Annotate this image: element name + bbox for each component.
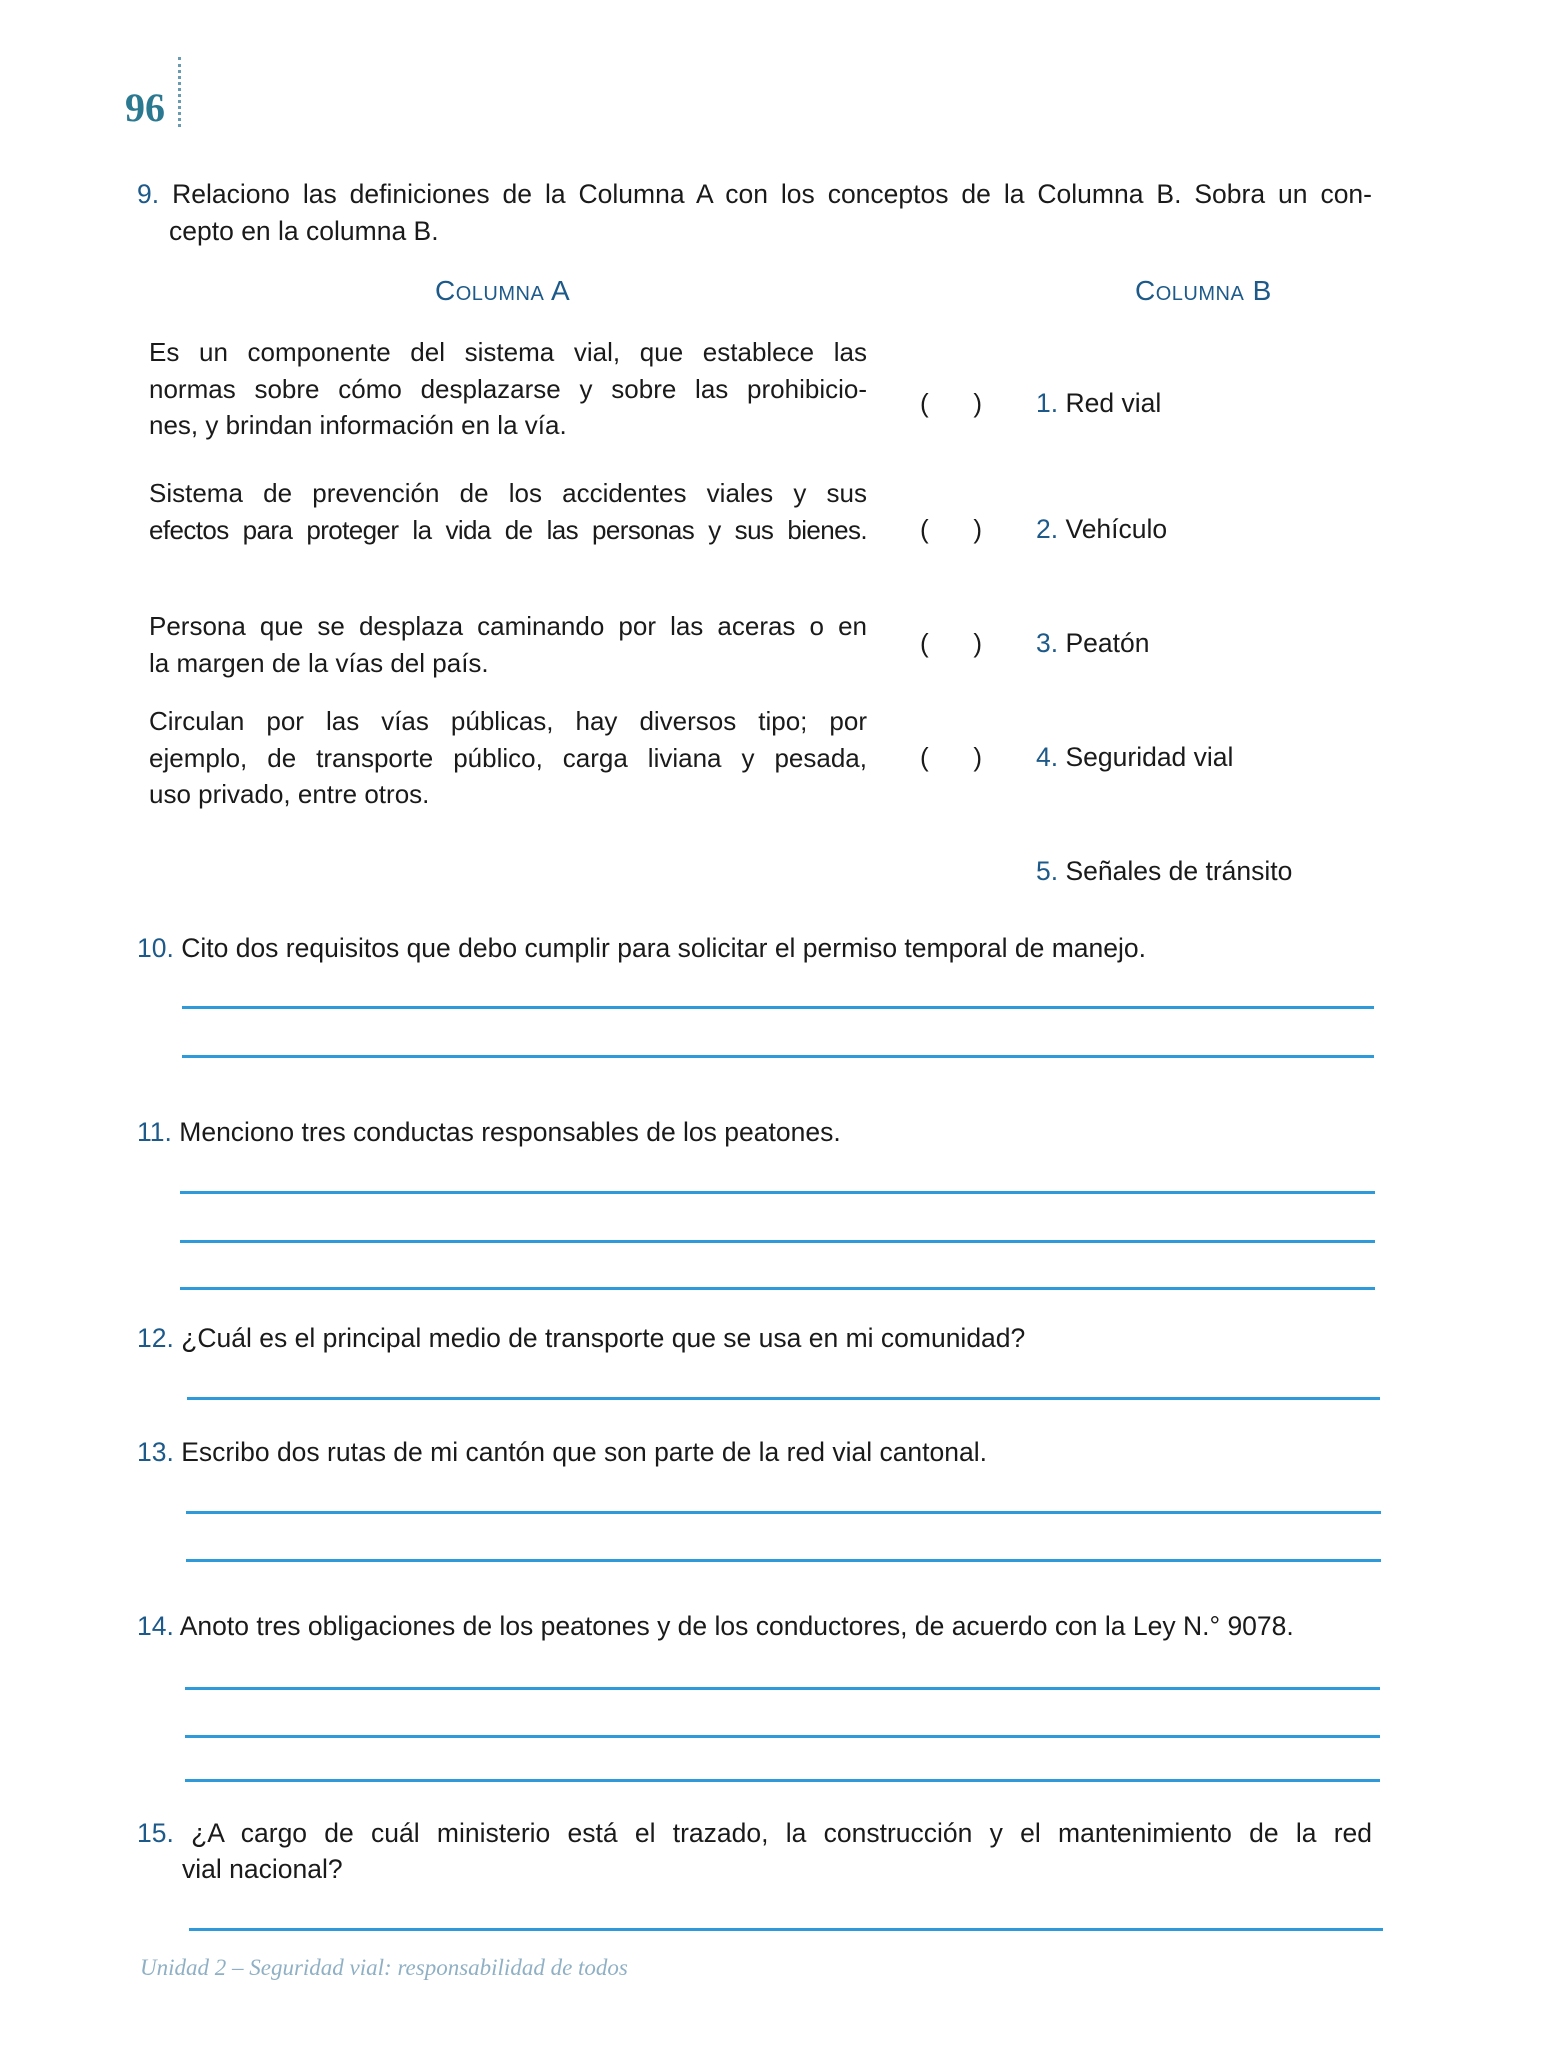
column-b-header: Columna B (1135, 275, 1272, 306)
answer-line[interactable] (180, 1287, 1375, 1290)
question-9-line1 (137, 176, 1372, 213)
answer-line[interactable] (186, 1559, 1381, 1562)
answer-line[interactable] (186, 1511, 1381, 1514)
concept-5: 5. Señales de tránsito (1036, 856, 1293, 886)
question-number: 9. (137, 179, 160, 209)
question-15-line1: 15. ¿A cargo de cuál ministerio está el trazado, la construcción y el mantenimiento de la red (137, 1818, 1372, 1848)
answer-line[interactable] (185, 1735, 1380, 1738)
answer-blank-4[interactable]: ( ) (920, 742, 982, 772)
question-13: 13. Escribo dos rutas de mi cantón que son parte de la red vial cantonal. (137, 1437, 987, 1467)
answer-line[interactable] (189, 1928, 1383, 1931)
concept-1: 1. Red vial (1036, 388, 1162, 418)
page-number-divider (178, 57, 181, 127)
page-number: 96 (125, 85, 165, 130)
question-10: 10. Cito dos requisitos que debo cumplir para solicitar el permiso temporal de manejo. (137, 933, 1146, 963)
answer-line[interactable] (182, 1055, 1374, 1058)
question-9-line2: cepto en la columna B. (169, 216, 439, 246)
concept-4: 4. Seguridad vial (1036, 742, 1234, 772)
question-14: 14. Anoto tres obligaciones de los peatones y de los conductores, de acuerdo con la Ley N.° 9078. (137, 1611, 1294, 1641)
answer-blank-1[interactable]: ( ) (920, 388, 982, 418)
definition-3: Persona que se desplaza caminando por las aceras o en la margen de la vías del país. (149, 611, 867, 678)
definition-1: Es un componente del sistema vial, que establece las normas sobre cómo desplazarse y sobre las prohibicio- nes, y brindan información en la vía. (149, 337, 867, 440)
question-12: 12. ¿Cuál es el principal medio de transporte que se usa en mi comunidad? (137, 1323, 1026, 1353)
definition-4: Circulan por las vías públicas, hay diversos tipo; por ejemplo, de transporte público, carga liviana y pesada, uso privado, entre otros. (149, 706, 867, 809)
concept-3: 3. Peatón (1036, 628, 1150, 658)
footer-unit-title: Unidad 2 – Seguridad vial: responsabilidad de todos (140, 1955, 628, 1980)
concept-2: 2. Vehículo (1036, 514, 1168, 544)
question-text: Relaciono las definiciones de la Columna A con los conceptos de la Columna B. Sobra un con- (172, 179, 1372, 209)
question-11: 11. Menciono tres conductas responsables de los peatones. (137, 1117, 841, 1147)
answer-line[interactable] (185, 1779, 1380, 1782)
answer-blank-2[interactable]: ( ) (920, 514, 982, 544)
answer-line[interactable] (182, 1006, 1374, 1009)
answer-line[interactable] (187, 1397, 1380, 1400)
definition-2: Sistema de prevención de los accidentes viales y sus efectos para proteger la vida de las personas y sus bienes. (149, 478, 867, 545)
answer-blank-3[interactable]: ( ) (920, 628, 982, 658)
answer-line[interactable] (180, 1191, 1375, 1194)
answer-line[interactable] (180, 1240, 1375, 1243)
answer-line[interactable] (185, 1687, 1380, 1690)
question-15-line2: vial nacional? (182, 1854, 343, 1884)
column-a-header: Columna A (435, 275, 571, 306)
